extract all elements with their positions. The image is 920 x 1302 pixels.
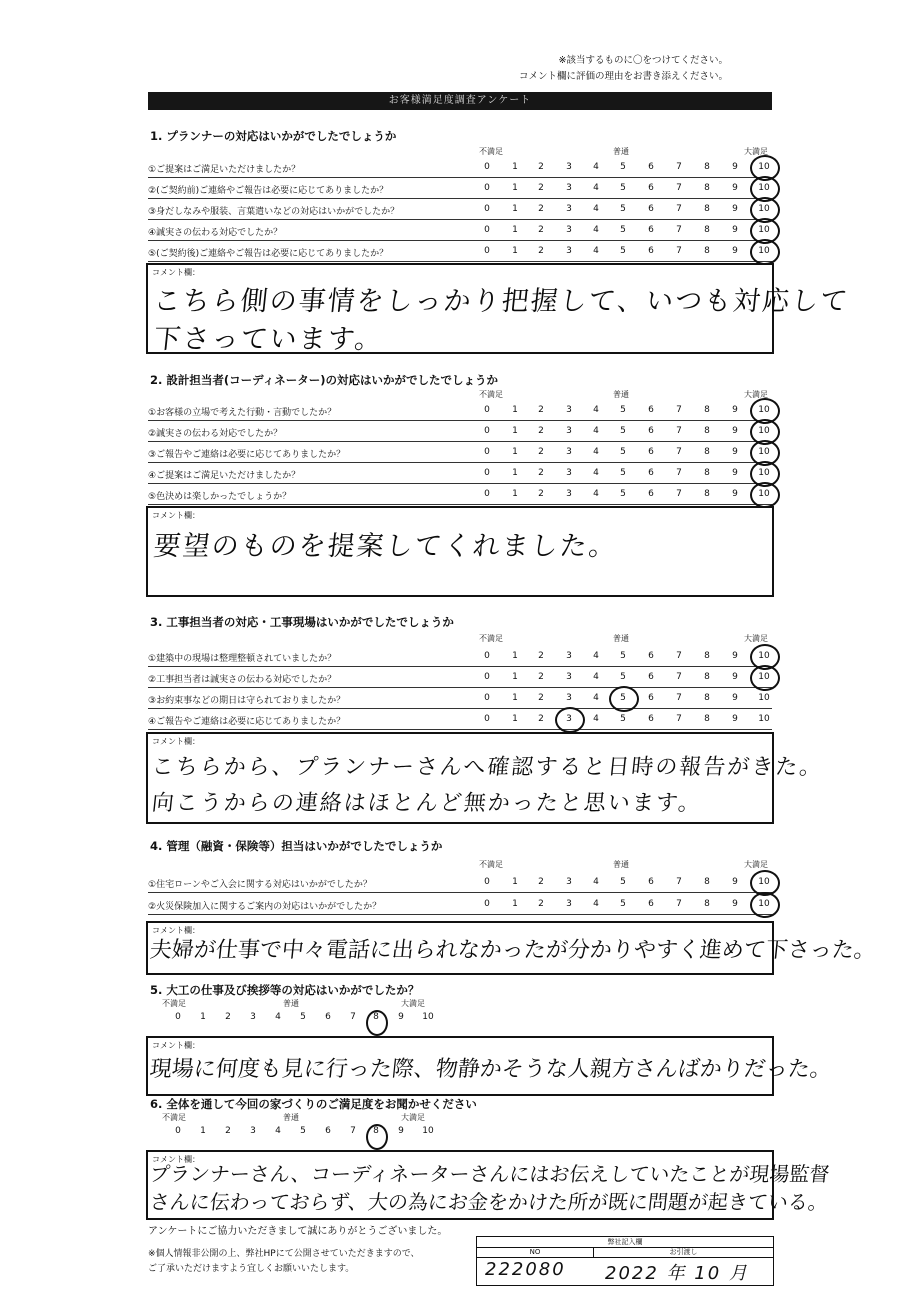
score-option[interactable]: 10	[758, 162, 770, 172]
score-option[interactable]: 4	[593, 204, 599, 214]
question-text: ⑤(ご契約後)ご連絡やご報告は必要に応じてありましたか？	[148, 249, 389, 259]
score-option[interactable]: 7	[676, 426, 682, 436]
score-option[interactable]: 6	[648, 877, 654, 887]
score-option[interactable]: 10	[758, 447, 770, 457]
score-option[interactable]: 4	[593, 651, 599, 661]
score-option[interactable]: 3	[566, 426, 572, 436]
score-option[interactable]: 10	[758, 899, 770, 909]
score-option[interactable]: 2	[538, 672, 544, 682]
score-option[interactable]: 1	[512, 405, 518, 415]
score-option[interactable]: 0	[175, 1126, 181, 1136]
section-2-comment-line-1: 要望のものを提案してくれました。	[152, 531, 620, 562]
score-option[interactable]: 9	[732, 672, 738, 682]
section-4-comment-line-1: 夫婦が仕事で中々電話に出られなかったが分かりやすく進めて下さった。	[148, 938, 878, 963]
score-option[interactable]: 2	[538, 877, 544, 887]
comment-label: コメント欄：	[152, 926, 200, 935]
score-option[interactable]: 4	[593, 405, 599, 415]
scale-mid-label: 普通	[613, 390, 629, 399]
score-option[interactable]: 8	[373, 1126, 379, 1136]
scale-mid-label: 普通	[613, 634, 629, 643]
score-option[interactable]: 6	[648, 204, 654, 214]
question-text: ①お客様の立場で考えた行動・言動でしたか？	[148, 408, 337, 418]
scale-low-label: 不満足	[162, 1113, 186, 1122]
question-row	[148, 157, 772, 178]
score-option[interactable]: 2	[225, 1012, 231, 1022]
score-option[interactable]: 6	[648, 899, 654, 909]
score-option[interactable]: 7	[350, 1126, 356, 1136]
score-option[interactable]: 1	[512, 714, 518, 724]
score-option[interactable]: 7	[676, 899, 682, 909]
score-option[interactable]: 1	[512, 651, 518, 661]
score-option[interactable]: 4	[593, 489, 599, 499]
score-option[interactable]: 2	[538, 489, 544, 499]
score-option[interactable]: 0	[484, 426, 490, 436]
score-option[interactable]: 0	[484, 183, 490, 193]
question-text: ⑤色決めは楽しかったでしょうか？	[148, 492, 292, 502]
score-option[interactable]: 5	[620, 447, 626, 457]
score-option[interactable]: 2	[538, 899, 544, 909]
section-5-comment-box	[146, 1036, 834, 1096]
score-option[interactable]: 7	[676, 447, 682, 457]
score-option[interactable]: 1	[512, 426, 518, 436]
scale-high-label: 大満足	[744, 634, 768, 643]
score-option[interactable]: 3	[566, 899, 572, 909]
score-option[interactable]: 0	[484, 899, 490, 909]
score-option[interactable]: 1	[200, 1126, 206, 1136]
score-option[interactable]: 7	[676, 651, 682, 661]
section-3-comment-line-1: こちらから、プランナーさんへ確認すると日時の報告がきた。	[150, 755, 825, 780]
scale-high-label: 大満足	[401, 999, 425, 1008]
score-option[interactable]: 10	[758, 693, 770, 703]
section-3-comment-line-2: 向こうからの連絡はほとんど無かったと思います。	[150, 791, 704, 816]
score-option[interactable]: 3	[566, 877, 572, 887]
score-option[interactable]: 6	[648, 183, 654, 193]
score-option[interactable]: 7	[676, 714, 682, 724]
score-option[interactable]: 5	[620, 489, 626, 499]
score-option[interactable]: 3	[566, 672, 572, 682]
instruction-note-1: ※該当するものに〇をつけてください。	[558, 55, 728, 66]
score-option[interactable]: 8	[704, 714, 710, 724]
score-option[interactable]: 7	[676, 693, 682, 703]
score-option[interactable]: 7	[350, 1012, 356, 1022]
score-option[interactable]: 8	[704, 447, 710, 457]
score-option[interactable]: 2	[538, 651, 544, 661]
section-1-comment-line-1: こちら側の事情をしっかり把握して、いつも対応して	[152, 286, 851, 317]
question-row	[148, 463, 772, 484]
score-option[interactable]: 0	[484, 877, 490, 887]
scale-mid-label: 普通	[613, 860, 629, 869]
score-option[interactable]: 1	[512, 183, 518, 193]
score-option[interactable]: 3	[250, 1012, 256, 1022]
question-row	[148, 688, 772, 709]
question-row	[148, 484, 772, 505]
score-option[interactable]: 8	[704, 672, 710, 682]
section-4-title: 4. 管理（融資・保険等）担当はいかがでしたでしょうか	[150, 839, 443, 853]
score-option[interactable]: 2	[538, 183, 544, 193]
score-option[interactable]: 5	[620, 246, 626, 256]
score-option[interactable]: 2	[538, 426, 544, 436]
score-option[interactable]: 9	[732, 183, 738, 193]
score-option[interactable]: 9	[732, 693, 738, 703]
score-option[interactable]: 5	[620, 693, 626, 703]
section-2-title: 2. 設計担当者(コーディネーター)の対応はいかがでしたでしょうか	[150, 373, 498, 387]
score-option[interactable]: 5	[620, 468, 626, 478]
score-option[interactable]: 6	[648, 162, 654, 172]
comment-label: コメント欄：	[152, 1155, 200, 1164]
score-option[interactable]: 7	[676, 877, 682, 887]
score-option[interactable]: 1	[512, 877, 518, 887]
score-option[interactable]: 0	[484, 693, 490, 703]
score-option[interactable]: 9	[398, 1012, 404, 1022]
score-option[interactable]: 8	[704, 899, 710, 909]
score-option[interactable]: 10	[758, 877, 770, 887]
section-5-comment-line-1: 現場に何度も見に行った際、物静かそうな人親方さんばかりだった。	[148, 1057, 834, 1082]
question-row	[148, 421, 772, 442]
score-option[interactable]: 1	[512, 162, 518, 172]
score-option[interactable]: 2	[225, 1126, 231, 1136]
score-option[interactable]: 0	[484, 225, 490, 235]
score-option[interactable]: 8	[704, 426, 710, 436]
score-option[interactable]: 3	[566, 162, 572, 172]
scale-mid-label: 普通	[283, 1113, 299, 1122]
question-row	[148, 442, 772, 463]
section-1-title: 1. プランナーの対応はいかがでしたでしょうか	[150, 129, 397, 143]
score-option[interactable]: 8	[373, 1012, 379, 1022]
score-option[interactable]: 9	[732, 426, 738, 436]
question-text: ③ご報告やご連絡は必要に応じてありましたか？	[148, 450, 346, 460]
question-row	[148, 894, 772, 915]
section-6-comment-line-1: プランナーさん、コーディネーターさんにはお伝えしていたことが現場監督	[148, 1162, 831, 1186]
scale-low-label: 不満足	[479, 860, 503, 869]
question-row	[148, 220, 772, 241]
score-option[interactable]: 10	[758, 468, 770, 478]
scale-high-label: 大満足	[744, 860, 768, 869]
score-option[interactable]: 10	[758, 204, 770, 214]
score-option[interactable]: 8	[704, 468, 710, 478]
scale-low-label: 不満足	[479, 390, 503, 399]
score-option[interactable]: 7	[676, 672, 682, 682]
section-6-comment-box	[146, 1150, 831, 1220]
score-option[interactable]: 10	[758, 183, 770, 193]
score-option[interactable]: 1	[512, 489, 518, 499]
comment-label: コメント欄：	[152, 737, 200, 746]
section-6-comment-line-2: さんに伝わっておらず、大の為にお金をかけた所が既に問題が起きている。	[148, 1190, 830, 1214]
office-use-label: 弊社記入欄	[477, 1237, 773, 1248]
comment-label: コメント欄：	[152, 268, 200, 277]
question-text: ①住宅ローンやご入会に関する対応はいかがでしたか？	[148, 880, 372, 890]
score-option[interactable]: 8	[704, 162, 710, 172]
score-option[interactable]: 10	[758, 651, 770, 661]
score-option[interactable]: 6	[648, 672, 654, 682]
section-1-comment-line-2: 下さっています。	[152, 324, 386, 355]
score-option[interactable]: 4	[593, 426, 599, 436]
score-option[interactable]: 4	[593, 899, 599, 909]
score-option[interactable]: 9	[732, 489, 738, 499]
selected-score-circle	[366, 1010, 388, 1036]
question-row	[148, 646, 772, 667]
score-option[interactable]: 3	[566, 489, 572, 499]
score-option[interactable]: 3	[566, 651, 572, 661]
score-option[interactable]: 3	[566, 204, 572, 214]
score-option[interactable]: 7	[676, 204, 682, 214]
score-option[interactable]: 1	[512, 899, 518, 909]
no-value: 222080	[485, 1259, 566, 1280]
score-option[interactable]: 6	[648, 426, 654, 436]
score-option[interactable]: 5	[620, 162, 626, 172]
question-text: ④誠実さの伝わる対応でしたか？	[148, 228, 283, 238]
score-option[interactable]: 0	[484, 651, 490, 661]
score-option[interactable]: 2	[538, 225, 544, 235]
score-option[interactable]: 0	[484, 672, 490, 682]
score-option[interactable]: 10	[758, 489, 770, 499]
score-option[interactable]: 3	[566, 405, 572, 415]
score-option[interactable]: 8	[704, 405, 710, 415]
score-option[interactable]: 1	[512, 204, 518, 214]
score-option[interactable]: 1	[512, 246, 518, 256]
score-option[interactable]: 0	[484, 447, 490, 457]
question-text: ③お約束事などの期日は守られておりましたか？	[148, 696, 346, 706]
score-option[interactable]: 8	[704, 489, 710, 499]
score-option[interactable]: 8	[704, 693, 710, 703]
comment-label: コメント欄：	[152, 1041, 200, 1050]
score-option[interactable]: 6	[648, 246, 654, 256]
selected-score-circle	[555, 707, 585, 733]
handover-label: お引渡し	[594, 1248, 773, 1258]
score-option[interactable]: 3	[250, 1126, 256, 1136]
scale-low-label: 不満足	[162, 999, 186, 1008]
scale-low-label: 不満足	[479, 634, 503, 643]
score-option[interactable]: 8	[704, 651, 710, 661]
section-5-title: 5. 大工の仕事及び挨拶等の対応はいかがでしたか？	[150, 983, 420, 997]
score-option[interactable]: 5	[620, 405, 626, 415]
score-option[interactable]: 9	[732, 204, 738, 214]
score-option[interactable]: 2	[538, 204, 544, 214]
score-option[interactable]: 0	[484, 489, 490, 499]
scale-high-label: 大満足	[401, 1113, 425, 1122]
score-option[interactable]: 9	[732, 468, 738, 478]
score-option[interactable]: 6	[648, 651, 654, 661]
score-option[interactable]: 3	[566, 225, 572, 235]
section-1-comment-box	[146, 263, 851, 355]
privacy-note-1: ※個人情報非公開の上、弊社HPにて公開させていただきますので、	[148, 1249, 420, 1259]
score-option[interactable]: 10	[758, 246, 770, 256]
score-option[interactable]: 9	[732, 225, 738, 235]
comment-label: コメント欄：	[152, 511, 200, 520]
selected-score-circle	[366, 1124, 388, 1150]
score-option[interactable]: 4	[275, 1012, 281, 1022]
instruction-note-2: コメント欄に評価の理由をお書き添えください。	[518, 71, 728, 82]
selected-score-circle	[750, 892, 780, 918]
handover-value: 2022 年 10 月	[605, 1263, 749, 1284]
score-option[interactable]: 6	[648, 714, 654, 724]
score-option[interactable]: 4	[593, 447, 599, 457]
score-option[interactable]: 4	[593, 714, 599, 724]
score-option[interactable]: 4	[275, 1126, 281, 1136]
score-option[interactable]: 1	[200, 1012, 206, 1022]
selected-score-circle	[750, 239, 780, 265]
score-option[interactable]: 7	[676, 162, 682, 172]
score-option[interactable]: 10	[422, 1126, 434, 1136]
score-option[interactable]: 5	[620, 225, 626, 235]
score-option[interactable]: 5	[300, 1126, 306, 1136]
scale-mid-label: 普通	[613, 147, 629, 156]
score-option[interactable]: 9	[732, 899, 738, 909]
selected-score-circle	[750, 482, 780, 508]
score-option[interactable]: 0	[484, 246, 490, 256]
thanks-text: アンケートにご協力いただきまして誠にありがとうございました。	[148, 1226, 448, 1237]
score-option[interactable]: 7	[676, 468, 682, 478]
question-text: ①建築中の現場は整理整頓されていましたか？	[148, 654, 337, 664]
section-3-comment-box	[146, 732, 825, 824]
scale-low-label: 不満足	[479, 147, 503, 156]
score-option[interactable]: 8	[704, 225, 710, 235]
scale-high-label: 大満足	[744, 390, 768, 399]
score-option[interactable]: 4	[593, 246, 599, 256]
score-option[interactable]: 4	[593, 877, 599, 887]
score-option[interactable]: 10	[758, 405, 770, 415]
survey-title-bar: お客様満足度調査アンケート	[148, 92, 772, 110]
score-option[interactable]: 5	[620, 877, 626, 887]
score-option[interactable]: 3	[566, 447, 572, 457]
score-option[interactable]: 7	[676, 246, 682, 256]
score-option[interactable]: 8	[704, 204, 710, 214]
score-option[interactable]: 6	[325, 1126, 331, 1136]
score-option[interactable]: 2	[538, 405, 544, 415]
score-option[interactable]: 3	[566, 183, 572, 193]
score-option[interactable]: 5	[300, 1012, 306, 1022]
question-text: ②(ご契約前)ご連絡やご報告は必要に応じてありましたか？	[148, 186, 389, 196]
score-option[interactable]: 1	[512, 225, 518, 235]
score-option[interactable]: 9	[732, 651, 738, 661]
section-6-title: 6. 全体を通して今回の家づくりのご満足度をお聞かせください	[150, 1097, 477, 1111]
score-option[interactable]: 5	[620, 204, 626, 214]
score-option[interactable]: 0	[175, 1012, 181, 1022]
score-option[interactable]: 0	[484, 204, 490, 214]
score-option[interactable]: 9	[732, 162, 738, 172]
score-option[interactable]: 6	[648, 489, 654, 499]
score-option[interactable]: 2	[538, 447, 544, 457]
score-option[interactable]: 3	[566, 714, 572, 724]
score-option[interactable]: 8	[704, 183, 710, 193]
question-row	[148, 400, 772, 421]
score-option[interactable]: 4	[593, 162, 599, 172]
score-option[interactable]: 1	[512, 672, 518, 682]
score-option[interactable]: 10	[758, 672, 770, 682]
score-option[interactable]: 0	[484, 714, 490, 724]
score-option[interactable]: 1	[512, 693, 518, 703]
question-text: ②誠実さの伝わる対応でしたか？	[148, 429, 283, 439]
score-option[interactable]: 0	[484, 468, 490, 478]
score-option[interactable]: 0	[484, 405, 490, 415]
section-2-comment-box	[146, 506, 774, 597]
privacy-note-2: ご了承いただけますよう宜しくお願いいたします。	[148, 1264, 355, 1274]
office-use-box	[476, 1236, 774, 1286]
score-option[interactable]: 4	[593, 225, 599, 235]
score-option[interactable]: 9	[732, 246, 738, 256]
score-option[interactable]: 4	[593, 183, 599, 193]
question-text: ②火災保険加入に関するご案内の対応はいかがでしたか？	[148, 902, 382, 912]
score-option[interactable]: 4	[593, 693, 599, 703]
score-option[interactable]: 4	[593, 672, 599, 682]
score-option[interactable]: 6	[648, 693, 654, 703]
score-option[interactable]: 6	[648, 447, 654, 457]
question-text: ④ご報告やご連絡は必要に応じてありましたか？	[148, 717, 346, 727]
score-option[interactable]: 3	[566, 468, 572, 478]
score-option[interactable]: 8	[704, 246, 710, 256]
score-option[interactable]: 5	[620, 651, 626, 661]
score-option[interactable]: 9	[398, 1126, 404, 1136]
question-text: ②工事担当者は誠実さの伝わる対応でしたか？	[148, 675, 337, 685]
score-option[interactable]: 6	[648, 405, 654, 415]
no-label: NO	[477, 1248, 594, 1258]
score-option[interactable]: 3	[566, 693, 572, 703]
score-option[interactable]: 1	[512, 447, 518, 457]
score-option[interactable]: 10	[758, 714, 770, 724]
score-option[interactable]: 9	[732, 405, 738, 415]
score-option[interactable]: 6	[648, 468, 654, 478]
score-option[interactable]: 2	[538, 693, 544, 703]
score-option[interactable]: 2	[538, 714, 544, 724]
score-option[interactable]: 0	[484, 162, 490, 172]
scale-high-label: 大満足	[744, 147, 768, 156]
score-option[interactable]: 4	[593, 468, 599, 478]
question-row	[148, 199, 772, 220]
score-option[interactable]: 2	[538, 162, 544, 172]
section-4-comment-box	[146, 921, 878, 975]
score-option[interactable]: 5	[620, 183, 626, 193]
score-option[interactable]: 10	[422, 1012, 434, 1022]
score-option[interactable]: 10	[758, 426, 770, 436]
question-text: ①ご提案はご満足いただけましたか？	[148, 165, 301, 175]
score-option[interactable]: 3	[566, 246, 572, 256]
question-row	[148, 667, 772, 688]
score-option[interactable]: 1	[512, 468, 518, 478]
score-option[interactable]: 2	[538, 468, 544, 478]
question-row	[148, 872, 772, 893]
score-option[interactable]: 5	[620, 714, 626, 724]
section-3-title: 3. 工事担当者の対応・工事現場はいかがでしたでしょうか	[150, 615, 454, 629]
question-text: ④ご提案はご満足いただけましたか？	[148, 471, 301, 481]
score-option[interactable]: 7	[676, 405, 682, 415]
score-option[interactable]: 5	[620, 426, 626, 436]
scale-mid-label: 普通	[283, 999, 299, 1008]
question-row	[148, 709, 772, 730]
score-option[interactable]: 7	[676, 183, 682, 193]
score-option[interactable]: 7	[676, 225, 682, 235]
score-option[interactable]: 9	[732, 714, 738, 724]
question-text: ③身だしなみや服装、言葉遣いなどの対応はいかがでしたか？	[148, 207, 400, 217]
score-option[interactable]: 6	[648, 225, 654, 235]
score-option[interactable]: 7	[676, 489, 682, 499]
score-option[interactable]: 5	[620, 899, 626, 909]
question-row	[148, 241, 772, 262]
score-option[interactable]: 8	[704, 877, 710, 887]
score-option[interactable]: 10	[758, 225, 770, 235]
score-option[interactable]: 9	[732, 877, 738, 887]
score-option[interactable]: 5	[620, 672, 626, 682]
question-row	[148, 178, 772, 199]
score-option[interactable]: 2	[538, 246, 544, 256]
score-option[interactable]: 9	[732, 447, 738, 457]
score-option[interactable]: 6	[325, 1012, 331, 1022]
